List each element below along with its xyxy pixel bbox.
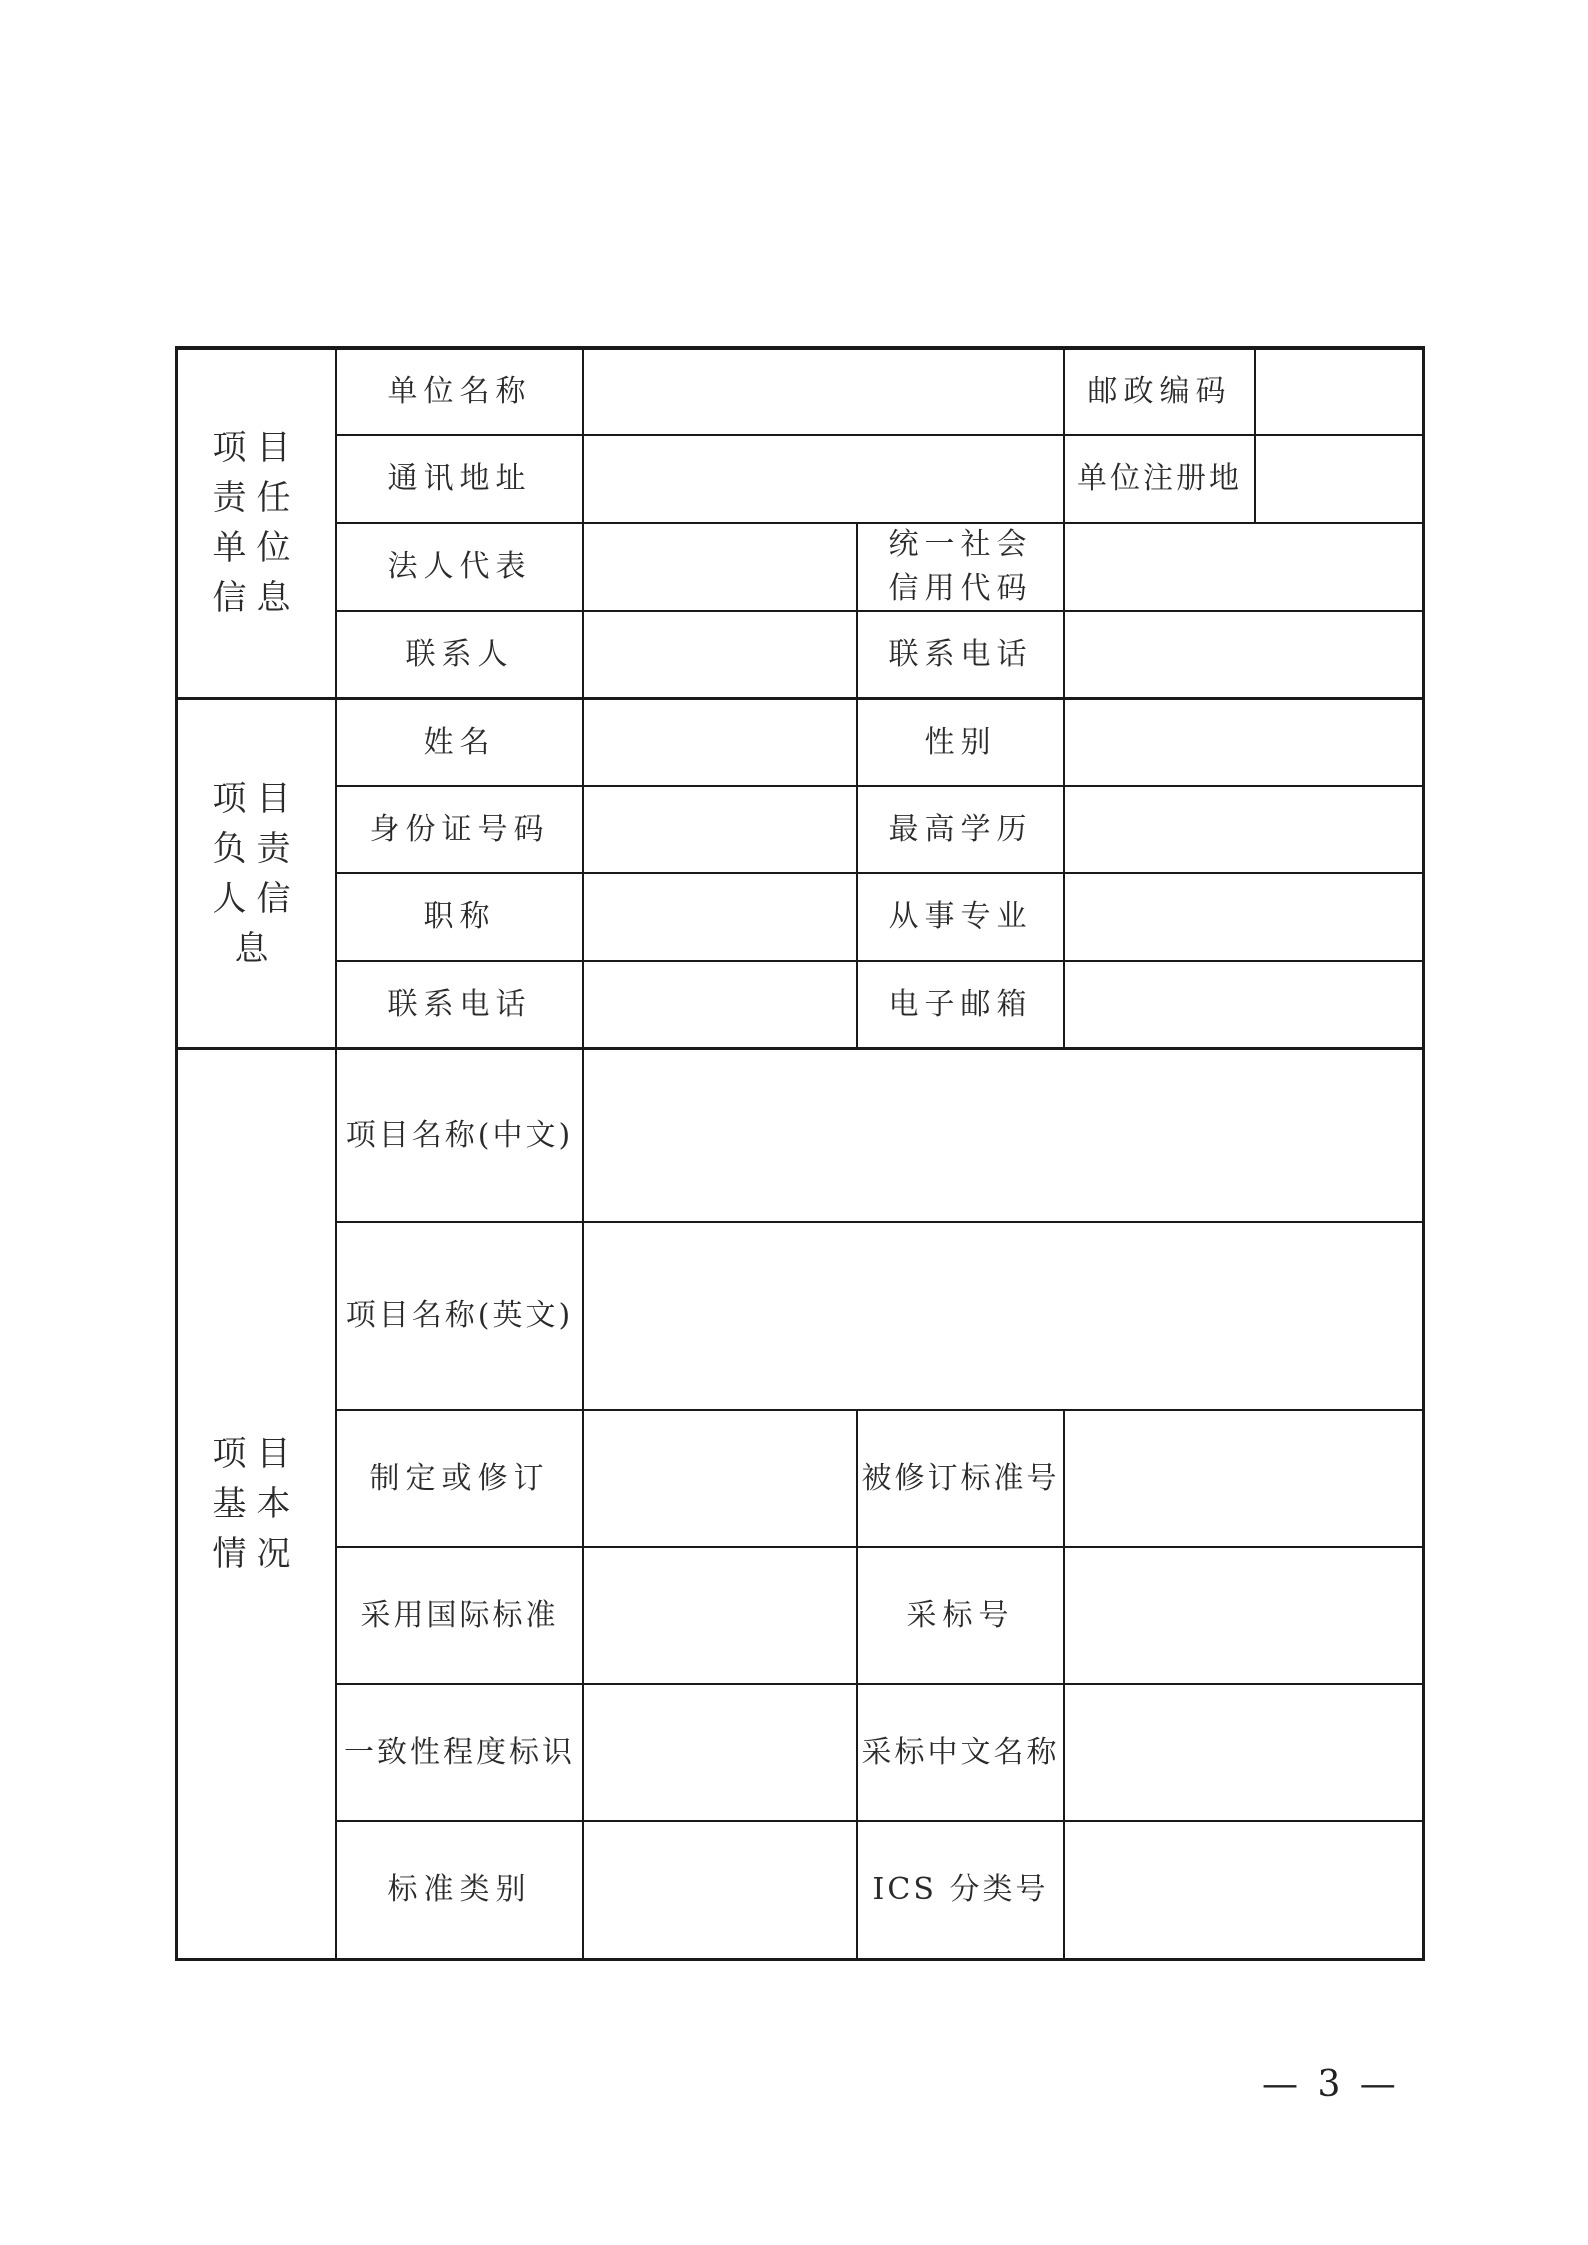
- revised-std-label: 被修订标准号: [861, 1460, 1060, 1496]
- email-field[interactable]: [1065, 962, 1422, 1047]
- section-title-line: 息: [234, 928, 279, 969]
- project-name-en-label: 项目名称(英文): [345, 1298, 574, 1333]
- contact-label: 联系人: [405, 636, 514, 672]
- unit-name-label: 单位名称: [387, 373, 532, 409]
- consistency-field[interactable]: [584, 1685, 856, 1820]
- contact-phone-label: 联系电话: [888, 636, 1033, 672]
- leader-name-field[interactable]: [584, 700, 856, 785]
- section-title-line: 责任: [212, 478, 301, 518]
- section-title-line: 项目: [212, 428, 301, 468]
- leader-phone-field[interactable]: [584, 962, 856, 1047]
- id-number-field[interactable]: [584, 787, 856, 872]
- section-title-line: 项目: [212, 1434, 301, 1474]
- email-label: 电子邮箱: [888, 986, 1033, 1022]
- address-label: 通讯地址: [387, 461, 532, 496]
- section-title-line: 情况: [212, 1534, 301, 1574]
- legal-rep-field[interactable]: [584, 524, 856, 610]
- credit-code-label: [858, 524, 1063, 610]
- project-name-cn-label: 项目名称(中文): [345, 1117, 574, 1153]
- adopt-cn-name-field[interactable]: [1065, 1685, 1422, 1820]
- contact-phone-field[interactable]: [1065, 612, 1422, 697]
- section-title-line: 单位: [212, 528, 301, 568]
- credit-code-label-line: 统一社会: [888, 527, 1033, 562]
- table-border-bottom: [175, 1958, 1425, 1961]
- postal-code-field[interactable]: [1256, 349, 1422, 434]
- registration-place-label: 单位注册地: [1077, 461, 1242, 496]
- std-category-label: 标准类别: [387, 1872, 532, 1907]
- std-category-field[interactable]: [584, 1822, 856, 1958]
- id-number-label: 身份证号码: [369, 811, 550, 847]
- credit-code-label-line: 信用代码: [888, 571, 1033, 606]
- formulate-field[interactable]: [584, 1411, 856, 1546]
- table-border-right: [1422, 346, 1425, 1960]
- registration-place-field[interactable]: [1256, 436, 1422, 522]
- education-label: 最高学历: [888, 811, 1033, 847]
- postal-code-label: 邮政编码: [1087, 373, 1232, 409]
- legal-rep-label: 法人代表: [387, 549, 532, 584]
- section-title-unit: [178, 349, 335, 697]
- consistency-label: 一致性程度标识: [344, 1734, 575, 1770]
- gender-label: 性别: [924, 724, 997, 760]
- address-field[interactable]: [584, 436, 1063, 522]
- unit-name-field[interactable]: [584, 349, 1063, 434]
- project-name-cn-field[interactable]: [584, 1050, 1422, 1221]
- leader-phone-label: 联系电话: [387, 986, 532, 1022]
- gender-field[interactable]: [1065, 700, 1422, 785]
- project-name-en-field[interactable]: [584, 1223, 1422, 1409]
- section-title-line: 负责: [212, 828, 301, 869]
- credit-code-field[interactable]: [1065, 524, 1422, 610]
- specialty-label: 从事专业: [888, 899, 1033, 934]
- leader-name-label: 姓名: [423, 724, 496, 760]
- section-title-project: [178, 1050, 335, 1958]
- adopt-no-label: 采标号: [906, 1597, 1015, 1633]
- formulate-label: 制定或修订: [369, 1460, 550, 1496]
- adopt-no-field[interactable]: [1065, 1548, 1422, 1683]
- adopt-cn-name-label: 采标中文名称: [861, 1734, 1060, 1770]
- ics-label: ICS 分类号: [872, 1872, 1049, 1907]
- page-number: — 3 —: [1262, 2064, 1400, 2105]
- contact-field[interactable]: [584, 612, 856, 697]
- title-rank-field[interactable]: [584, 874, 856, 960]
- specialty-field[interactable]: [1065, 874, 1422, 960]
- adopt-intl-field[interactable]: [584, 1548, 856, 1683]
- section-title-line: 基本: [212, 1484, 301, 1524]
- adopt-intl-label: 采用国际标准: [360, 1597, 559, 1633]
- section-title-line: 信息: [212, 578, 301, 618]
- title-rank-label: 职称: [423, 899, 496, 934]
- section-title-line: 人信: [212, 878, 301, 919]
- section-title-line: 项目: [212, 778, 301, 819]
- revised-std-field[interactable]: [1065, 1411, 1422, 1546]
- education-field[interactable]: [1065, 787, 1422, 872]
- ics-field[interactable]: [1065, 1822, 1422, 1958]
- section-title-leader: [178, 700, 335, 1047]
